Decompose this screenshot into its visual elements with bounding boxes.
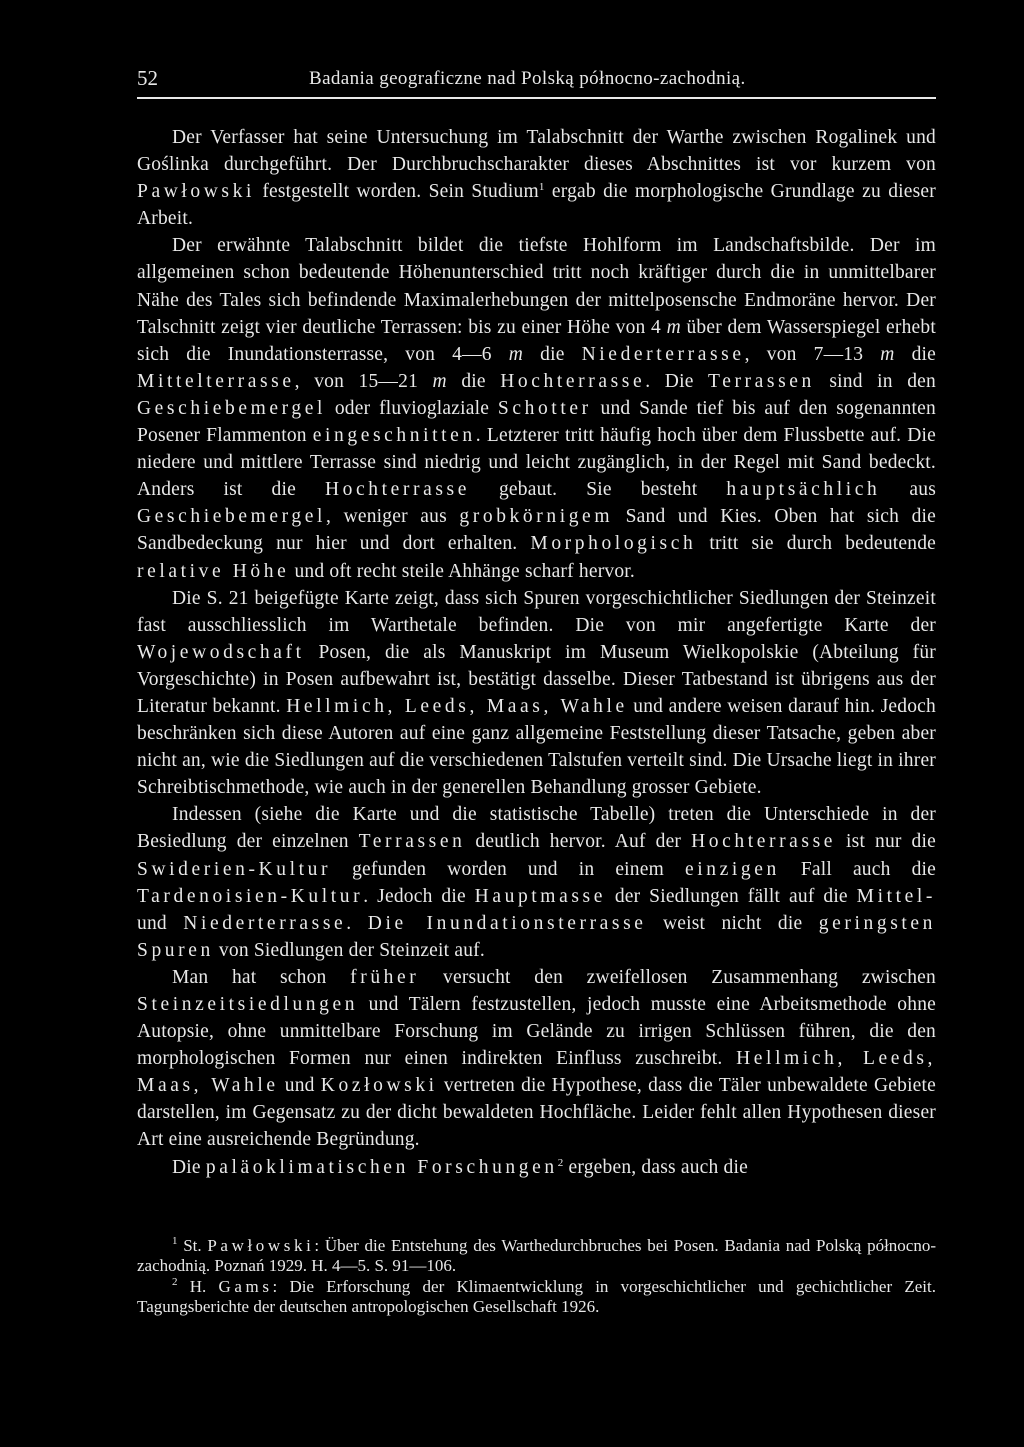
text-run: versucht den zweifellosen Zusammenhang zwischen bbox=[419, 966, 936, 988]
text-run: von Siedlungen der Steinzeit auf. bbox=[213, 939, 485, 961]
spaced-emphasis: Hellmich, Leeds, Maas, Wahle bbox=[137, 1048, 936, 1097]
spaced-emphasis: Geschiebemergel bbox=[137, 397, 326, 419]
text-run: . Letzterer tritt häufig hoch über dem Flussbette auf. Die niedere und mittlere Terrasse sind niedrig und leicht zugänglich, in der Regel mit Sand bedeckt. Anders ist die bbox=[137, 425, 936, 501]
spaced-emphasis: Steinzeitsiedlungen bbox=[137, 994, 359, 1015]
spaced-emphasis: Geschiebemergel bbox=[137, 506, 326, 528]
text-run: m bbox=[666, 316, 681, 338]
body-text bbox=[137, 124, 936, 1181]
spaced-emphasis: Pawłowski bbox=[207, 1236, 315, 1255]
paragraph bbox=[137, 801, 936, 964]
text-run: über dem Wasserspiegel erhebt sich die Inundationsterrasse, von 4—6 bbox=[137, 316, 936, 365]
text-run: Die S. 21 beigefügte Karte zeigt, dass sich Spuren vorgeschichtlicher Siedlungen der Steinzeit fast ausschliesslich im Warthetale befinden. Die von mir angefertigte Karte der bbox=[137, 587, 936, 636]
footnote-marker: 1 bbox=[538, 181, 545, 194]
paragraph bbox=[137, 232, 936, 584]
spaced-emphasis: Die Inundationsterrasse bbox=[367, 912, 647, 934]
running-head: Badania geograficzne nad Polską północno-zachodnią. bbox=[309, 68, 746, 89]
footnote bbox=[137, 1236, 936, 1277]
text-run: und oft recht steile Ahhänge scharf hervor. bbox=[289, 560, 635, 582]
text-run: Die bbox=[172, 1156, 206, 1178]
text-run: die bbox=[446, 370, 501, 392]
header-rule bbox=[137, 97, 936, 99]
text-run: gefunden worden und in einem bbox=[331, 858, 685, 880]
spaced-emphasis: Schotter bbox=[497, 397, 592, 419]
footnote-marker: 2 bbox=[172, 1275, 178, 1288]
text-run: , von 15—21 bbox=[294, 370, 433, 392]
paragraph bbox=[137, 964, 936, 1154]
spaced-emphasis: geringsten Spuren bbox=[137, 912, 937, 961]
text-run: Der erwähnte Talabschnitt bildet die tiefste Hohlform im Landschaftsbilde. Der im allgemeinen schon bedeutende Höhenunterschied tritt noch kräftiger durch die in unmittelbarer Nähe des Tales sich befindende Maximalerhebungen der mittelposensche Endmoräne hervor. Der Talschnitt zeigt vier deutliche Terrassen: bis zu einer Höhe von 4 bbox=[137, 235, 936, 338]
text-run: ergab die morphologische Grundlage zu dieser Arbeit. bbox=[137, 181, 936, 230]
spaced-emphasis: Terrassen bbox=[358, 831, 466, 853]
spaced-emphasis: Pawłowski bbox=[137, 181, 255, 203]
text-run: der Siedlungen fällt auf die bbox=[605, 885, 857, 907]
page-header bbox=[137, 62, 937, 98]
spaced-emphasis: hauptsächlich bbox=[726, 479, 881, 501]
text-run: : Über die Entstehung des Warthedurchbruches bei Posen. Badania nad Polską północno-zachodnią. Poznań 1929. H. 4—5. S. 91—106. bbox=[137, 1236, 936, 1276]
text-run: m bbox=[432, 370, 447, 392]
text-run: gebaut. Sie besteht bbox=[469, 479, 727, 501]
spaced-emphasis: Gams bbox=[218, 1276, 273, 1296]
text-run: und bbox=[137, 912, 184, 934]
spaced-emphasis: grobkörnigem bbox=[459, 506, 614, 528]
paragraph bbox=[137, 1154, 936, 1181]
text-run: ist nur die bbox=[836, 831, 936, 853]
text-run: Sand und Kies. Oben hat sich die Sandbedeckung nur hier und dort erhalten. bbox=[137, 506, 937, 555]
text-run: und andere weisen darauf hin. Jedoch beschränken sich diese Autoren auf eine ganz allgemeine Feststellung dieser Tatsache, geben aber nicht an, wie die Siedlungen auf die verschiedenen Talstufen verteilt sind. Die Ursache liegt in ihrer Schreibtischmethode, wie auch in der generellen Behandlung grosser Gebiete. bbox=[137, 695, 936, 799]
spaced-emphasis: Hochterrasse bbox=[500, 370, 646, 392]
spaced-emphasis: Kozłowski bbox=[320, 1075, 438, 1097]
text-run: die bbox=[523, 343, 582, 365]
text-run: deutlich hervor. Auf der bbox=[465, 831, 692, 853]
spaced-emphasis: Terrassen bbox=[708, 370, 815, 392]
spaced-emphasis: paläoklimatischen Forschungen bbox=[205, 1156, 558, 1178]
text-run: aus bbox=[880, 479, 936, 501]
text-run: m bbox=[880, 343, 895, 365]
text-run: festgestellt worden. Sein Studium bbox=[255, 181, 539, 203]
text-run: H. bbox=[177, 1276, 219, 1296]
text-run: sind in den bbox=[814, 370, 936, 392]
footnote-marker: 2 bbox=[557, 1156, 564, 1169]
text-run: Posen, die als Manuskript im Museum Wielkopolskie (Abteilung für Vorgeschichte) in Posen aufbewahrt ist, bestätigt dasselbe. Dieser Tatbestand ist übrigens aus der Literatur bekannt. bbox=[137, 641, 936, 717]
text-run: . bbox=[346, 912, 368, 934]
spaced-emphasis: Mittel- bbox=[856, 885, 936, 907]
footnotes bbox=[137, 1236, 936, 1318]
spaced-emphasis: Hochterrasse bbox=[691, 831, 837, 853]
spaced-emphasis: Niederterrasse bbox=[183, 912, 347, 934]
text-run: und Tälern festzustellen, jedoch musste eine Arbeitsmethode ohne Autopsie, ohne unmittelbare Forschung im Gelände zu irrigen Schlüssen führen, die den morphologischen Formen nur einen indirekten Einfluss zuschreibt. bbox=[137, 994, 936, 1070]
spaced-emphasis: Wojewodschaft bbox=[137, 641, 305, 663]
spaced-emphasis: einzigen bbox=[684, 858, 780, 880]
footnote-marker: 1 bbox=[172, 1235, 178, 1247]
text-run: m bbox=[508, 343, 524, 365]
spaced-emphasis: Mittelterrasse bbox=[137, 370, 295, 392]
text-run: tritt sie durch bedeutende bbox=[696, 533, 936, 555]
text-run: oder fluvioglaziale bbox=[326, 397, 498, 419]
text-run: ergeben, dass auch die bbox=[563, 1156, 748, 1178]
text-run: und bbox=[278, 1075, 321, 1097]
text-run: , von 7—13 bbox=[744, 343, 881, 365]
text-run: : Die Erforschung der Klimaentwicklung in vorgeschichtlicher und gechichtlicher Zeit. Tagungsberichte der deutschen antropologischen Gesellschaft 1926. bbox=[137, 1276, 936, 1317]
spaced-emphasis: Tardenoisien-Kultur bbox=[137, 885, 364, 907]
paragraph bbox=[137, 585, 936, 802]
text-run: Indessen (siehe die Karte und die statistische Tabelle) treten die Unterschiede in der Besiedlung der einzelnen bbox=[137, 804, 936, 853]
footnote bbox=[137, 1277, 936, 1318]
text-run: die bbox=[894, 343, 936, 365]
spaced-emphasis: relative Höhe bbox=[137, 560, 290, 582]
text-run: , weniger aus bbox=[326, 506, 460, 528]
spaced-emphasis: Hellmich, Leeds, Maas, Wahle bbox=[286, 695, 628, 717]
paragraph bbox=[137, 124, 936, 232]
text-run: und Sande tief bis auf den sogenannten Posener Flammenton bbox=[137, 397, 936, 447]
text-run: Fall auch die bbox=[779, 858, 936, 880]
spaced-emphasis: Hauptmasse bbox=[474, 885, 606, 907]
spaced-emphasis: Morphologisch bbox=[530, 533, 697, 555]
spaced-emphasis: Swiderien-Kultur bbox=[137, 858, 332, 880]
text-run: Man hat schon bbox=[172, 966, 351, 988]
text-run: vertreten die Hypothese, dass die Täler unbewaldete Gebiete darstellen, im Gegensatz zu der dicht bewaldeten Hochfläche. Leider fehlt allen Hypothesen dieser Art eine ausreichende Begründung. bbox=[137, 1075, 937, 1151]
spaced-emphasis: früher bbox=[350, 966, 420, 988]
text-run: Der Verfasser hat seine Untersuchung im Talabschnitt der Warthe zwischen Rogalinek und Goślinka durchgeführt. Der Durchbruchscharakter dieses Abschnittes ist vor kurzem von bbox=[137, 127, 936, 176]
page-number: 52 bbox=[137, 66, 158, 90]
spaced-emphasis: eingeschnitten bbox=[312, 425, 476, 447]
spaced-emphasis: Hochterrasse bbox=[324, 479, 470, 501]
text-run: weist nicht die bbox=[646, 912, 819, 934]
text-run: St. bbox=[177, 1236, 208, 1255]
spaced-emphasis: Niederterrasse bbox=[581, 343, 745, 365]
text-run: . Jedoch die bbox=[363, 885, 475, 907]
text-run: . Die bbox=[645, 370, 709, 392]
